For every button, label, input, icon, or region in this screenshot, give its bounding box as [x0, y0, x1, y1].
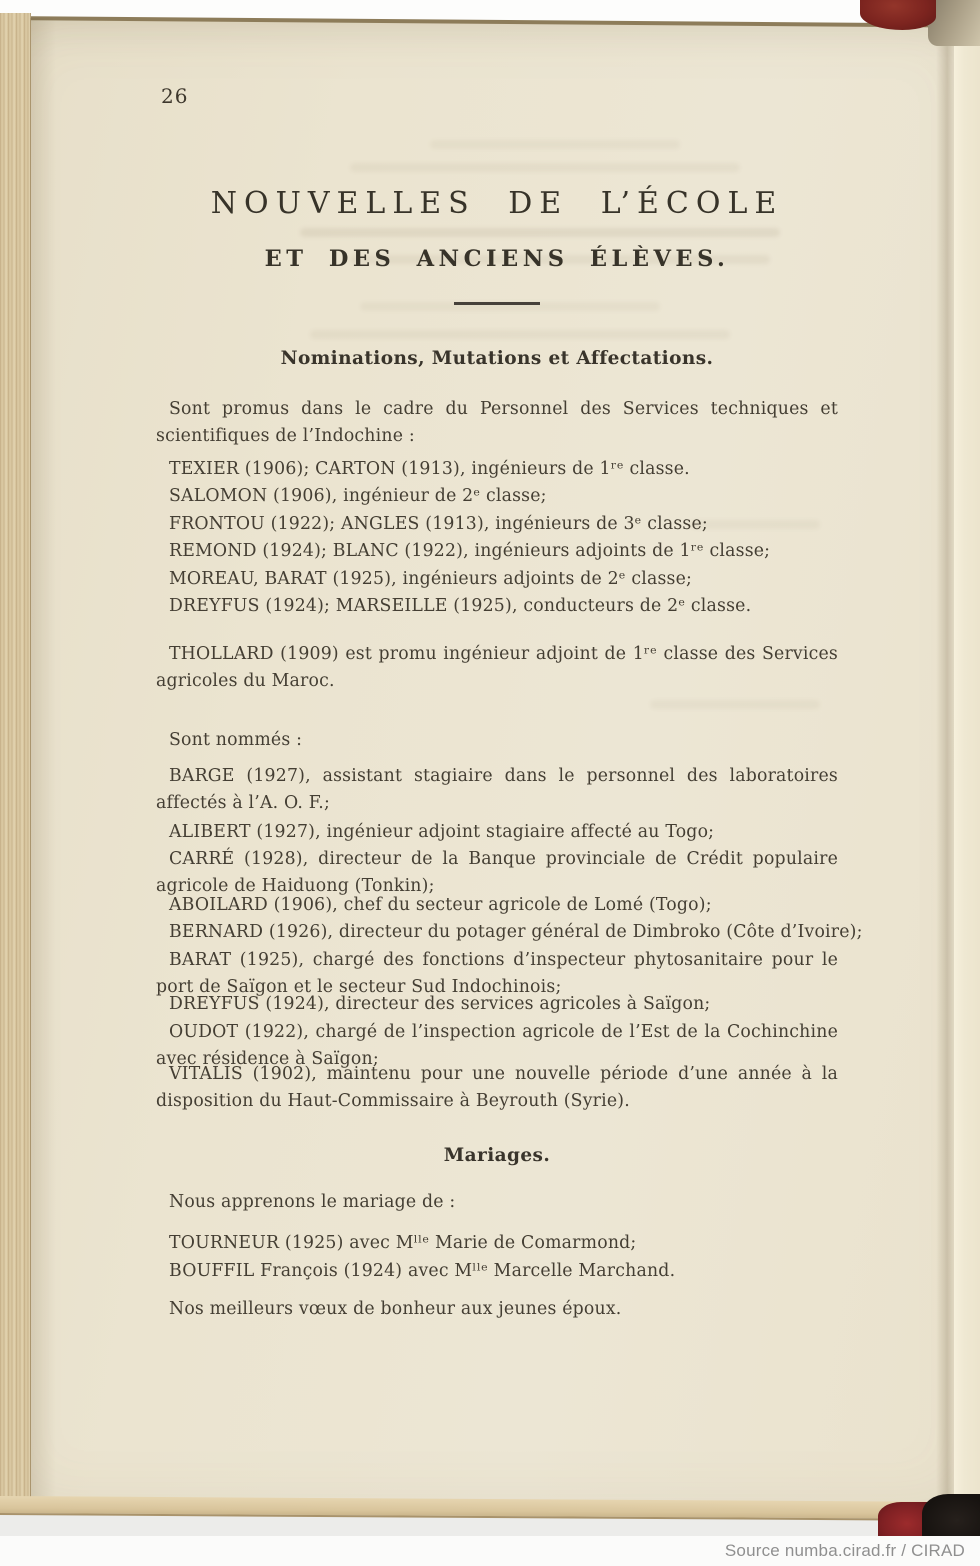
promotion-line: DREYFUS (1924); MARSEILLE (1925), conducteurs de 2ᵉ classe.: [169, 596, 752, 617]
appointment-paragraph: CARRÉ (1928), directeur de la Banque provinciale de Crédit populaire agricole de Haiduong (Tonkin);: [156, 849, 838, 896]
promotion-line: REMOND (1924); BLANC (1922), ingénieurs adjoints de 1ʳᵉ classe;: [169, 541, 771, 562]
appointment-paragraph: DREYFUS (1924), directeur des services agricoles à Saïgon;: [169, 994, 711, 1014]
book-left-page-edges: [0, 13, 31, 1510]
paragraph-marriage-closing: Nos meilleurs vœux de bonheur aux jeunes époux.: [169, 1299, 622, 1319]
paragraph-promotions-intro: Sont promus dans le cadre du Personnel des Services techniques et scientifiques de l’Indochine :: [156, 399, 838, 446]
appointment-paragraph: BERNARD (1926), directeur du potager général de Dimbroko (Côte d’Ivoire);: [169, 922, 863, 942]
source-bar: [0, 1536, 980, 1566]
appointment-paragraph: BARAT (1925), chargé des fonctions d’inspecteur phytosanitaire pour le port de Saïgon et le secteur Sud Indochinois;: [156, 950, 838, 997]
appointment-paragraph: ALIBERT (1927), ingénieur adjoint stagiaire affecté au Togo;: [169, 822, 715, 842]
paragraph-marriage-intro: Nous apprenons le mariage de :: [169, 1192, 456, 1212]
left-edge-shadow: [30, 18, 56, 1512]
promotion-line: FRONTOU (1922); ANGLES (1913), ingénieurs de 3ᵉ classe;: [169, 513, 708, 534]
section-heading-nominations: Nominations, Mutations et Affectations.: [280, 348, 714, 369]
book-cover-black-bottom: [922, 1494, 980, 1538]
promotion-line: SALOMON (1906), ingénieur de 2ᵉ classe;: [169, 486, 547, 507]
marriage-line: TOURNEUR (1925) avec Mˡˡᵉ Marie de Comarmond;: [169, 1233, 637, 1253]
appointment-paragraph: ABOILARD (1906), chef du secteur agricole de Lomé (Togo);: [169, 895, 712, 915]
promotions-list: [156, 456, 838, 620]
appointment-paragraph: VITALIS (1902), maintenu pour une nouvelle période d’une année à la disposition du Haut-Commissaire à Beyrouth (Syrie).: [156, 1064, 838, 1111]
promotion-line: MOREAU, BARAT (1925), ingénieurs adjoints de 2ᵉ classe;: [169, 568, 693, 589]
page-title: NOUVELLES DE L’ÉCOLE: [210, 186, 784, 221]
page-fold-shadow: [936, 20, 954, 1502]
marriage-line: BOUFFIL François (1924) avec Mˡˡᵉ Marcelle Marchand.: [169, 1260, 676, 1281]
marriages-list: [156, 1230, 838, 1285]
appointment-paragraph: BARGE (1927), assistant stagiaire dans le personnel des laboratoires affectés à l’A. O. F.;: [156, 766, 838, 813]
promotion-line: TEXIER (1906); CARTON (1913), ingénieurs de 1ʳᵉ classe.: [169, 459, 690, 479]
paragraph-thollard: THOLLARD (1909) est promu ingénieur adjoint de 1ʳᵉ classe des Services agricoles du Maroc.: [156, 644, 838, 691]
adjacent-page-edge: [954, 22, 980, 1502]
section-heading-mariages: Mariages.: [443, 1145, 551, 1166]
source-credit: Source numba.cirad.fr / CIRAD: [724, 1541, 965, 1560]
page-subtitle: ET DES ANCIENS ÉLÈVES.: [264, 246, 730, 272]
title-divider-rule: [454, 302, 540, 305]
appointment-paragraph: OUDOT (1922), chargé de l’inspection agricole de l’Est de la Cochinchine avec résidence à Saïgon;: [156, 1022, 838, 1069]
page-number: 26: [161, 84, 189, 108]
paragraph-sont-nommes: Sont nommés :: [169, 730, 303, 750]
